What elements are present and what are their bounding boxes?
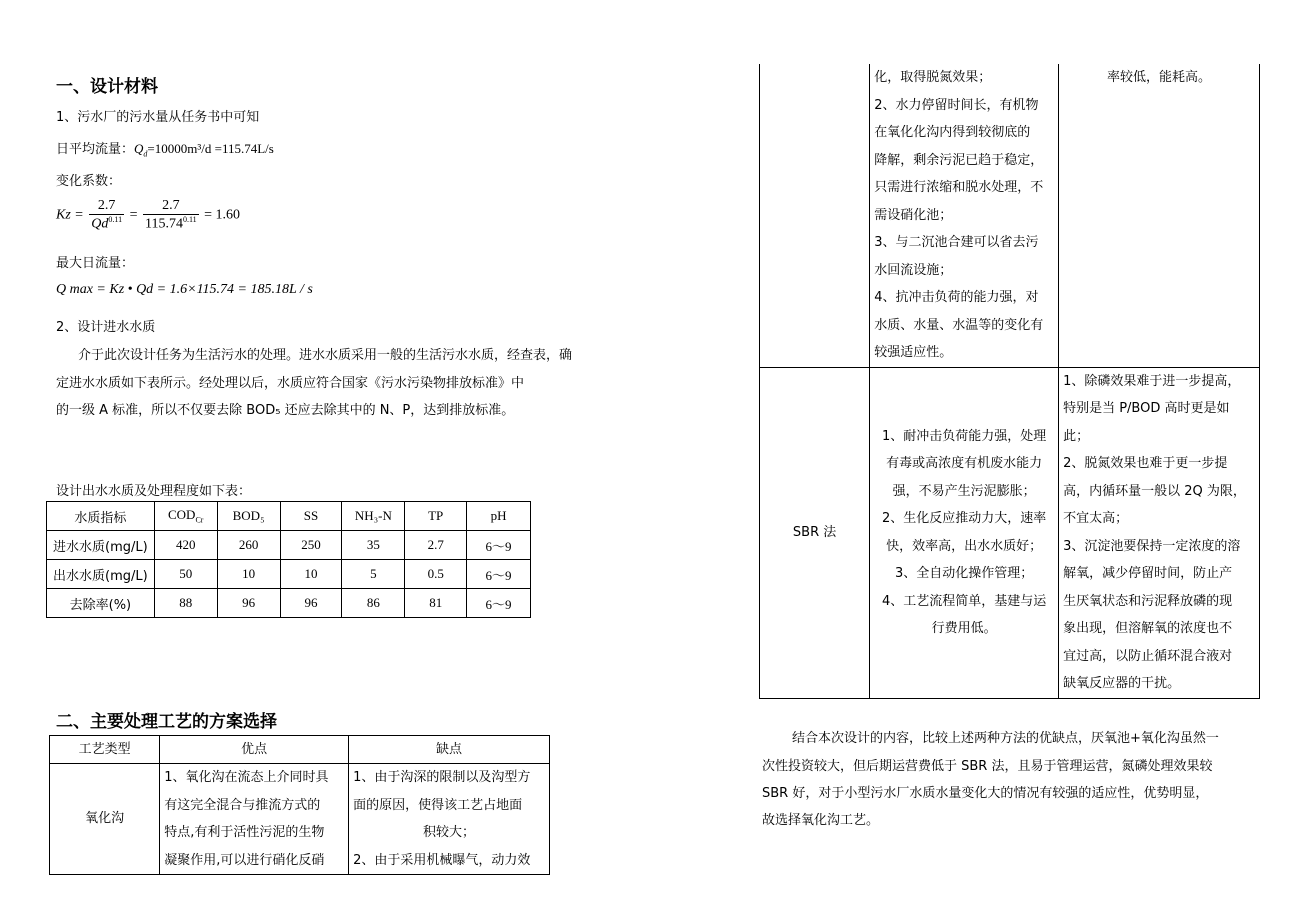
row-label: 进水水质(mg/L)	[47, 531, 155, 560]
table-cell: 6～9	[467, 531, 531, 560]
oxidation-ditch-pros-cont	[870, 64, 1059, 367]
daily-avg-formula: =10000m³/d =115.74L/s	[147, 141, 274, 156]
cons-line: 2、脱氮效果也难于更一步提	[1063, 456, 1228, 471]
kz-den2: 115.74	[144, 216, 183, 232]
table-cell: 260	[217, 531, 280, 560]
change-coef-label: 变化系数：	[56, 174, 122, 189]
pros-line: 4、抗冲击负荷的能力强，对	[874, 290, 1039, 305]
sbr-cons	[1059, 367, 1260, 698]
cons-line: 率较低，能耗高。	[1107, 70, 1212, 85]
process-name-empty	[760, 64, 870, 367]
table-cell: 0.5	[405, 560, 467, 589]
pros-line: 特点,有利于活性污泥的生物	[164, 825, 325, 840]
pros-line: 快，效率高，出水水质好；	[886, 538, 1043, 554]
process-table-left	[49, 735, 550, 875]
qmax-equation: Q max = Kz • Qd = 1.6×115.74 = 185.18L / s	[56, 282, 313, 297]
table-row	[47, 531, 531, 560]
cons-line: 面的原因，使得该工艺占地面	[353, 797, 523, 813]
table-cell: 250	[280, 531, 342, 560]
pros-line: 强，不易产生污泥膨胀；	[892, 483, 1036, 499]
cons-line: 象出现，但溶解氧的浓度也不	[1063, 621, 1233, 636]
header-ss: SS	[280, 502, 342, 531]
cons-line: 3、沉淀池要保持一定浓度的溶	[1063, 538, 1241, 554]
table-cell: 88	[154, 589, 217, 618]
table-cell: 6～9	[467, 560, 531, 589]
pros-line: 有这完全混合与推流方式的	[164, 797, 321, 813]
pros-line: 凝聚作用,可以进行硝化反硝	[164, 852, 325, 868]
table-cell: 96	[217, 589, 280, 618]
kz-den1: Qd	[91, 216, 109, 232]
pros-line: 有毒或高浓度有机废水能力	[886, 456, 1043, 471]
pros-line: 水质、水量、水温等的变化有	[874, 317, 1044, 333]
max-daily-label: 最大日流量：	[56, 256, 135, 271]
cons-line: 不宜太高；	[1063, 511, 1129, 526]
row-label: 出水水质(mg/L)	[47, 560, 155, 589]
item2-text: 2、设计进水水质	[56, 320, 156, 335]
cons-line: 解氧，减少停留时间，防止产	[1063, 566, 1233, 581]
section2-title: 二、主要处理工艺的方案选择	[56, 712, 277, 732]
pros-line: 3、全自动化操作管理；	[895, 566, 1034, 581]
table-cell: 420	[154, 531, 217, 560]
header-cons: 缺点	[349, 736, 550, 764]
conclusion-line-4: 故选择氧化沟工艺。	[762, 813, 880, 828]
cons-line: 此；	[1063, 428, 1090, 444]
table-row	[47, 589, 531, 618]
pros-line: 在氧化化沟内得到较彻底的	[874, 125, 1031, 140]
cons-line: 特别是当 P/BOD 高时更是如	[1063, 401, 1230, 416]
header-pros: 优点	[160, 736, 349, 764]
cons-line: 1、由于沟深的限制以及沟型方	[353, 770, 531, 785]
pros-line: 需设硝化池；	[874, 207, 953, 223]
table-row	[47, 560, 531, 589]
section1-title: 一、设计材料	[56, 77, 158, 97]
pros-line: 1、氧化沟在流态上介同时具	[164, 770, 329, 785]
row-label: 去除率(%)	[47, 589, 155, 618]
table-cell: 81	[405, 589, 467, 618]
pros-line: 3、与二沉池合建可以省去污	[874, 235, 1039, 250]
table-cell: 86	[342, 589, 405, 618]
water-quality-table	[46, 501, 531, 618]
pros-line: 较强适应性。	[874, 345, 953, 360]
conclusion-line-3: SBR 好，对于小型污水厂水质水量变化大的情况有较强的适应性，优势明显，	[762, 786, 1209, 801]
table-row	[760, 367, 1260, 698]
cons-line: 宜过高，以防止循环混合液对	[1063, 648, 1233, 664]
cons-line: 1、除磷效果难于进一步提高，	[1063, 373, 1241, 389]
pros-line: 2、水力停留时间长，有机物	[874, 97, 1039, 113]
oxidation-ditch-pros	[160, 764, 349, 875]
table-cell: 50	[154, 560, 217, 589]
kz-num1: 2.7	[89, 198, 124, 215]
table-cell: 10	[217, 560, 280, 589]
sbr-pros	[870, 367, 1059, 698]
conclusion-line-1: 结合本次设计的内容，比较上述两种方法的优缺点，厌氧池+氧化沟虽然一	[792, 731, 1219, 746]
cons-line: 生厌氧状态和污泥释放磷的现	[1063, 593, 1233, 609]
table-cell: 35	[342, 531, 405, 560]
header-bod: BOD₅	[217, 502, 280, 531]
header-process-type: 工艺类型	[50, 736, 160, 764]
para-line-1: 介于此次设计任务为生活污水的处理。进水水质采用一般的生活污水水质，经查表，确	[78, 348, 573, 363]
kz-den2-exp: 0.11	[182, 215, 197, 224]
table-header-row	[47, 502, 531, 531]
table-row	[760, 64, 1260, 367]
kz-num2: 2.7	[143, 198, 199, 215]
header-indicator: 水质指标	[47, 502, 155, 531]
cons-line: 2、由于采用机械曝气，动力效	[353, 852, 531, 868]
daily-avg-label: 日平均流量：	[56, 142, 135, 157]
kz-den1-exp: 0.11	[108, 215, 123, 224]
pros-line: 2、生化反应推动力大，速率	[882, 511, 1047, 526]
cons-line: 高，内循环量一般以 2Q 为限，	[1063, 483, 1246, 499]
kz-equation: Kz = $\frac{2.7}{Qd^{0.11}}$ = $\frac{2.7}{115.74^{0.11}}$ = 1.60	[56, 198, 241, 232]
table-cell: 2.7	[405, 531, 467, 560]
table-cell: 5	[342, 560, 405, 589]
conclusion-line-2: 次性投资较大，但后期运营费低于 SBR 法，且易于管理运营，氮磷处理效果较	[762, 759, 1213, 774]
process-table-right	[759, 64, 1260, 699]
kz-result: = 1.60	[204, 207, 241, 223]
table-cell: 10	[280, 560, 342, 589]
table-caption: 设计出水水质及处理程度如下表：	[56, 484, 252, 499]
pros-line: 化，取得脱氮效果；	[874, 70, 992, 85]
pros-line: 降解，剩余污泥已趋于稳定，	[874, 152, 1044, 168]
table-cell: 96	[280, 589, 342, 618]
pros-line: 行费用低。	[931, 621, 997, 636]
header-tp: TP	[405, 502, 467, 531]
process-name-sbr: SBR 法	[760, 367, 870, 698]
header-nh3n: NH₃-N	[342, 502, 405, 531]
cons-line: 缺氧反应器的干扰。	[1063, 676, 1181, 691]
para-line-2: 定进水水质如下表所示。经处理以后，水质应符合国家《污水污染物排放标准》中	[56, 376, 525, 391]
table-row	[50, 764, 550, 875]
pros-line: 只需进行浓缩和脱水处理，不	[874, 180, 1044, 195]
header-cod: $COD_{Cr}$	[154, 502, 217, 531]
daily-avg-line: 日平均流量：$Q_d=10000m^3/d =115.74L/s$	[56, 141, 274, 159]
pros-line: 4、工艺流程简单，基建与运	[882, 593, 1047, 609]
pros-line: 水回流设施；	[874, 262, 953, 278]
item1-text: 1、污水厂的污水量从任务书中可知	[56, 110, 260, 125]
kz-lhs: Kz =	[56, 207, 84, 223]
cons-line: 积较大；	[423, 825, 476, 840]
oxidation-ditch-cons-cont	[1059, 64, 1260, 367]
header-ph: pH	[467, 502, 531, 531]
process-name-oxidation-ditch: 氧化沟	[50, 764, 160, 875]
process-header-row	[50, 736, 550, 764]
table-cell: 6～9	[467, 589, 531, 618]
oxidation-ditch-cons	[349, 764, 550, 875]
pros-line: 1、耐冲击负荷能力强，处理	[882, 428, 1047, 444]
para-line-3: 的一级 A 标准，所以不仅要去除 BOD₅ 还应去除其中的 N、P，达到排放标准。	[56, 403, 515, 418]
